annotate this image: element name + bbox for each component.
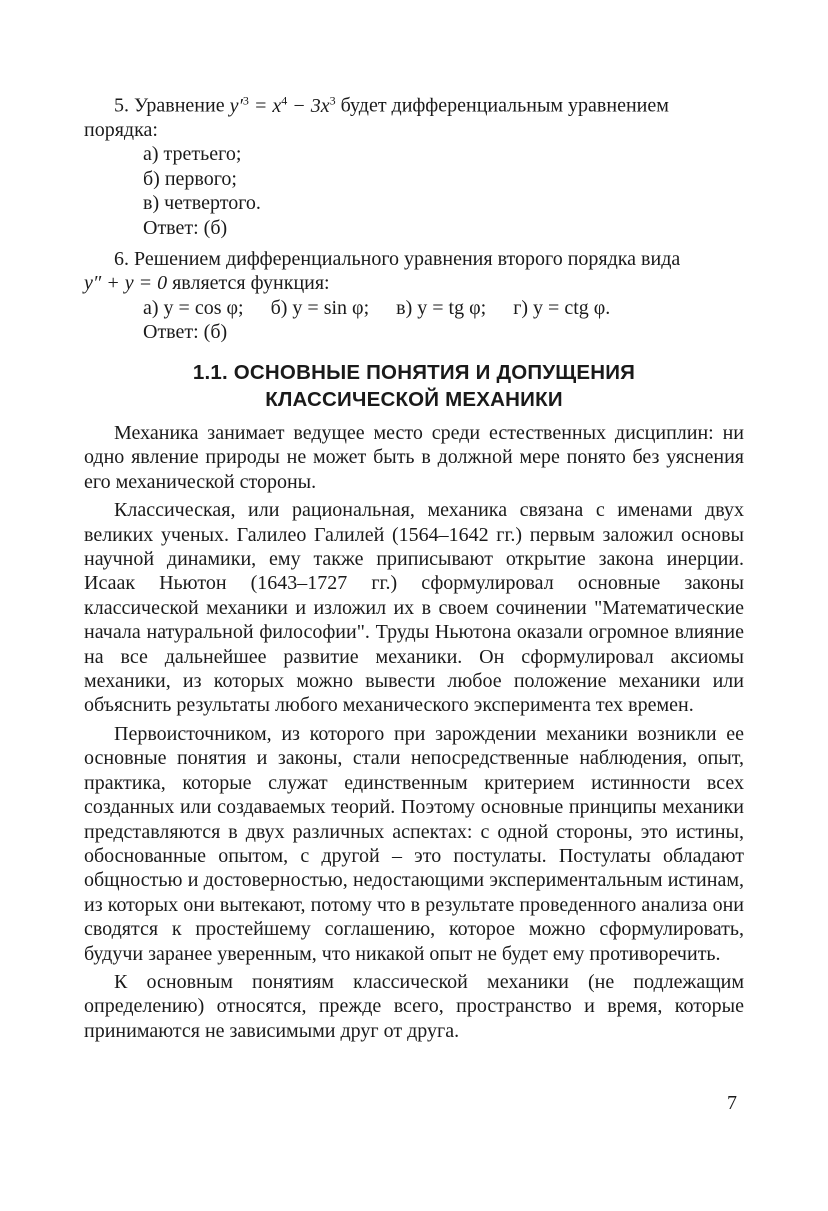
question-5-option: в) четвертого. — [143, 192, 261, 215]
question-6 — [84, 247, 744, 345]
question-5-statement — [84, 88, 744, 118]
body-paragraph: Классическая, или рациональная, механика связана с именами двух великих ученых. Галилео Галилей (1564–1642 гг.) первым заложил основы научной динамики, ему также приписывают открытие закона инерции. Исаак Ньютон (1643–1727 гг.) сформулировал основные законы классической механики и изложил их в своем сочинении "Математические начала натуральной философии". Труды Ньютона оказали огромное влияние на все дальнейшее развитие механики. Он сформулировал аксиомы механики, из которых можно вывести любое положение механики или объяснить результаты любого механического эксперимента тех времен. — [84, 499, 744, 717]
question-5 — [84, 88, 744, 240]
formula-middle: − 3x — [287, 94, 330, 117]
question-5-continuation: порядка: — [84, 119, 158, 142]
formula-x-exponent-1: 4 — [281, 93, 288, 107]
body-paragraph: Механика занимает ведущее место среди естественных дисциплин: ни одно явление природы не может быть в должной мере понято без уяснения его механической стороны. — [84, 422, 744, 493]
question-6-option: б) y = sin φ; — [270, 296, 370, 319]
section-heading-line-2: КЛАССИЧЕСКОЙ МЕХАНИКИ — [265, 388, 563, 411]
question-6-answer: Ответ: (б) — [143, 321, 228, 344]
question-6-formula: y″ + y = 0 — [84, 272, 168, 295]
question-6-trail: является функция: — [167, 272, 330, 295]
question-6-formula-line — [84, 271, 744, 295]
question-6-option: а) y = cos φ; — [143, 296, 244, 319]
question-6-statement: 6. Решением дифференциального уравнения второго порядка вида — [114, 248, 681, 270]
section-body — [84, 421, 744, 1043]
formula-x-exponent-2: 3 — [329, 93, 336, 107]
body-paragraph: К основным понятиям классической механики (не подлежащим определению) относятся, прежде всего, пространство и время, которые принимаются не зависимыми друг от друга. — [84, 970, 744, 1042]
question-5-answer: Ответ: (б) — [143, 216, 228, 239]
question-5-option: б) первого; — [143, 167, 237, 190]
body-paragraph: Первоисточником, из которого при зарождении механики возникли ее основные понятия и законы, стали непосредственные наблюдения, опыт, практика, которые служат единственным критерием истинности всех созданных или создаваемых теорий. Поэтому основные принципы механики представляются в двух различных аспектах: с одной стороны, это истины, обоснованные опытом, с другой – это постулаты. Постулаты обладают общностью и достоверностью, недостающими экспериментальным истинам, из которых они вытекают, потому что в результате проведенного анализа они сводятся к простейшему соглашению, которое можно сформулировать, будучи заранее уверенным, что никакой опыт не будет ему противоречить. — [84, 722, 744, 965]
section-heading-line-1: 1.1. ОСНОВНЫЕ ПОНЯТИЯ И ДОПУЩЕНИЯ — [192, 361, 636, 384]
question-6-option: в) y = tg φ; — [396, 296, 487, 319]
question-6-option: г) y = ctg φ. — [513, 296, 611, 319]
page-number: 7 — [727, 1092, 737, 1114]
question-5-formula — [230, 95, 336, 117]
formula-equals: = x — [248, 94, 282, 117]
question-6-options — [84, 296, 744, 320]
formula-lhs-exponent: 3 — [242, 93, 249, 107]
formula-lhs: y′ — [229, 94, 243, 117]
question-5-trail: будет дифференциальным уравнением — [335, 94, 669, 117]
question-5-option: а) третьего; — [143, 143, 242, 166]
question-5-lead: 5. Уравнение — [114, 94, 225, 117]
section-heading — [84, 359, 744, 413]
